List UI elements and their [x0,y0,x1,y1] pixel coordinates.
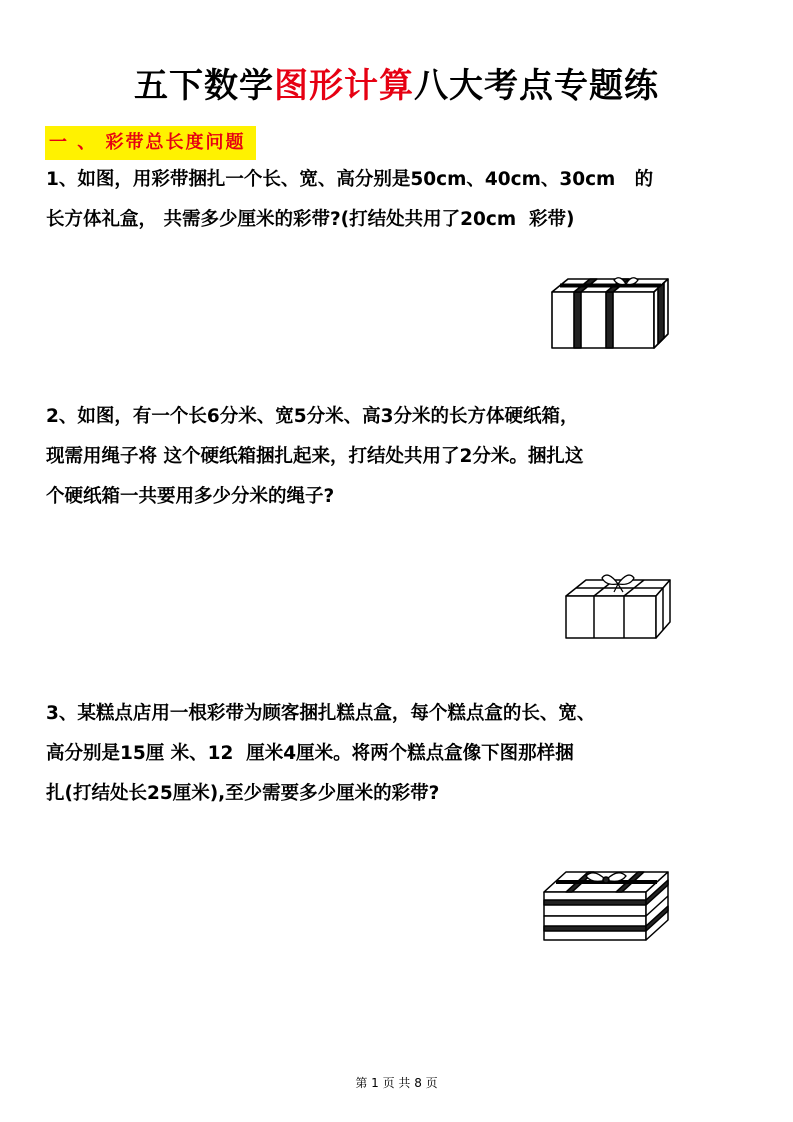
box-with-bow-icon [560,570,676,642]
question-1-line-2: 长方体礼盒， 共需多少厘米的彩带?(打结处共用了20cm 彩带) [46,209,575,230]
question-1 [46,160,746,240]
stacked-cake-boxes-icon [536,862,674,944]
title-highlight: 图形计算 [274,66,414,106]
question-2-line-2: 现需用绳子将 这个硬纸箱捆扎起来，打结处共用了2分米。捆扎这 [46,446,584,467]
title-prefix: 五下数学 [134,66,274,106]
question-2 [46,397,746,517]
page-footer: 第 1 页 共 8 页 [355,1076,438,1090]
question-1-line-1: 1、如图，用彩带捆扎一个长、宽、高分别是50cm、40cm、30cm 的 [46,169,654,190]
question-3-line-2: 高分别是15厘 米、12 厘米4厘米。将两个糕点盒像下图那样捆 [46,743,574,764]
question-2-line-1: 2、如图，有一个长6分米、宽5分米、高3分米的长方体硬纸箱， [46,406,579,427]
question-2-line-3: 个硬纸箱一共要用多少分米的绳子? [46,486,335,507]
gift-box-ribbon-icon [546,270,672,352]
question-3-line-3: 扎(打结处长25厘米),至少需要多少厘米的彩带? [46,783,440,804]
section-heading: 一 、 彩带总长度问题 [45,126,256,160]
title-suffix: 八大考点专题练 [414,66,659,106]
question-3 [46,694,746,814]
page-title [0,58,793,107]
question-3-line-1: 3、某糕点店用一根彩带为顾客捆扎糕点盒，每个糕点盒的长、宽、 [46,703,596,724]
